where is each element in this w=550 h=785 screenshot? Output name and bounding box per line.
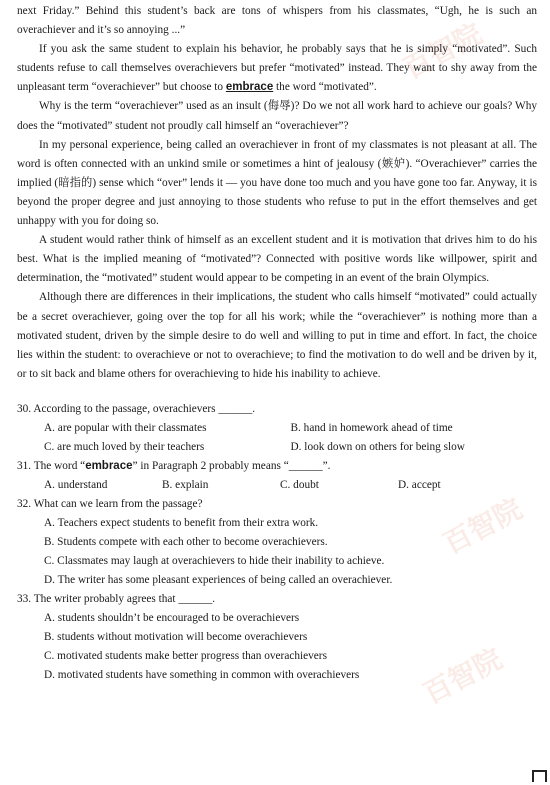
option-b[interactable]: B. explain (162, 478, 209, 491)
question-stem: 32. What can we learn from the passage? (17, 497, 203, 510)
keyword-embrace: embrace (85, 459, 133, 472)
option-a[interactable]: A. understand (44, 478, 108, 491)
option-d[interactable]: D. look down on others for being slow (290, 440, 465, 453)
option-c[interactable]: C. doubt (280, 478, 319, 491)
watermark-logo: 百智院 (418, 642, 508, 710)
question-stem: 31. The word “embrace” in Paragraph 2 probably means “______”. (17, 459, 331, 472)
question-stem: 30. According to the passage, overachievers ______. (17, 402, 256, 415)
option-c[interactable]: C. Classmates may laugh at overachievers to hide their inability to achieve. (44, 554, 385, 567)
watermark-logo: 百智院 (398, 17, 488, 85)
option-b[interactable]: B. Students compete with each other to become overachievers. (44, 535, 328, 548)
passage-paragraph-5: Although there are differences in their implications, the student who calls himself “motivated” could actually be a secret overachiever, going over the top for all his work; while the “overachiever” is nothing more than a motivated student, driven by the simple desire to do well and willing to put in time and effort. In fact, the choice lies within the student: to overachieve or not to overachieve; to find the motivation to do well and be driven by it, or to sit back and blame others for overachieving to hide his inability to achieve. (17, 291, 537, 380)
passage-paragraph-0: next Friday.” Behind this student’s back are tons of whispers from his classmates, “Ugh, he is such an overachiever and it’s so annoying ...” (17, 5, 537, 37)
passage-paragraph-2: Why is the term “overachiever” used as an insult (侮辱)? Do we not all work hard to achieve our goals? Why does the “motivated” student not proudly call himself an “overachiever”? (17, 100, 537, 132)
option-a[interactable]: A. Teachers expect students to benefit from their extra work. (44, 516, 319, 529)
question-32 (17, 495, 537, 590)
exam-page (17, 2, 537, 685)
option-d[interactable]: D. The writer has some pleasant experiences of being called an overachiever. (44, 573, 393, 586)
option-d[interactable]: D. motivated students have something in common with overachievers (44, 668, 360, 681)
question-stem: 33. The writer probably agrees that ______. (17, 592, 216, 605)
option-a[interactable]: A. are popular with their classmates (44, 421, 207, 434)
question-33 (17, 590, 537, 685)
option-b[interactable]: B. students without motivation will become overachievers (44, 630, 308, 643)
option-c[interactable]: C. motivated students make better progress than overachievers (44, 649, 327, 662)
option-b[interactable]: B. hand in homework ahead of time (290, 421, 453, 434)
option-c[interactable]: C. are much loved by their teachers (44, 440, 205, 453)
passage-paragraph-3: In my personal experience, being called an overachiever in front of my classmates is not pleasant at all. The word is often connected with an unkind smile or sometimes a hint of jealousy (嫉妒). “Overachiever” carries the implied (暗指的) sense which “over” lends it — you have done too much and you have gone too far. Anyway, it is beyond the proper degree and just annoying to those students who refuse to put in the effort themselves and get unhappy with you for doing so. (17, 138, 537, 228)
passage-paragraph-4: A student would rather think of himself as an excellent student and it is motivation that drives him to do his best. What is the implied meaning of “motivated”? Connected with positive words like willpower, spirit and determination, the “motivated” student would appear to be competing in an event of the brain Olympics. (17, 234, 537, 285)
watermark-logo: 百智院 (438, 492, 528, 560)
question-31 (17, 457, 537, 495)
keyword-embrace: embrace (225, 81, 274, 94)
question-30 (17, 400, 537, 457)
passage-paragraph-1: If you ask the same student to explain his behavior, he probably says that he is simply “motivated”. Such students refuse to call themselves overachievers but prefer “motivated” instead. They want to shy away from the unpleasant term “overachiever” but choose to embrace the word “motivated”. (17, 43, 537, 94)
option-d[interactable]: D. accept (398, 478, 441, 491)
option-a[interactable]: A. students shouldn’t be encouraged to be overachievers (44, 611, 300, 624)
page-corner-mark (532, 770, 547, 782)
